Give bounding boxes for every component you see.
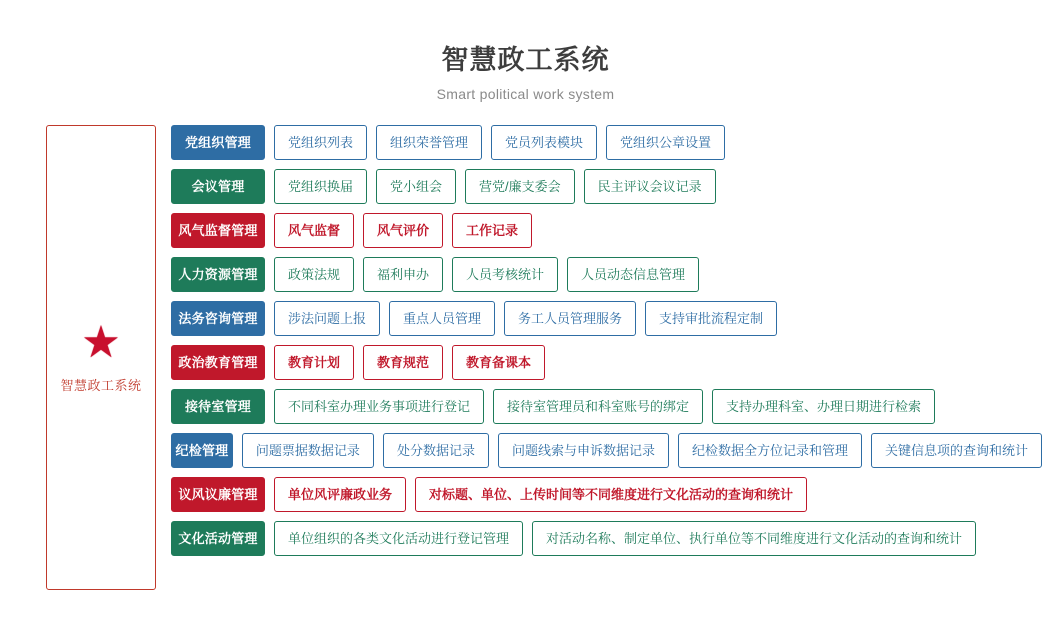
leaf-node[interactable]: 党组织公章设置 (606, 125, 725, 160)
module-row (171, 301, 1051, 336)
leaf-node[interactable]: 对活动名称、制定单位、执行单位等不同维度进行文化活动的查询和统计 (532, 521, 976, 556)
leaf-node[interactable]: 风气评价 (363, 213, 443, 248)
leaf-node[interactable]: 党小组会 (376, 169, 456, 204)
leaf-node[interactable]: 党员列表模块 (491, 125, 597, 160)
module-row (171, 345, 1051, 380)
leaf-node[interactable]: 涉法问题上报 (274, 301, 380, 336)
leaf-node[interactable]: 工作记录 (452, 213, 532, 248)
module-row (171, 125, 1051, 160)
leaf-node[interactable]: 支持办理科室、办理日期进行检索 (712, 389, 935, 424)
leaf-node[interactable]: 处分数据记录 (383, 433, 489, 468)
leaf-node[interactable]: 福利申办 (363, 257, 443, 292)
module-row (171, 477, 1051, 512)
leaf-node[interactable]: 教育计划 (274, 345, 354, 380)
category-node[interactable]: 政治教育管理 (171, 345, 265, 380)
leaf-node[interactable]: 民主评议会议记录 (584, 169, 716, 204)
leaf-node[interactable]: 关键信息项的查询和统计 (871, 433, 1042, 468)
category-node[interactable]: 风气监督管理 (171, 213, 265, 248)
category-node[interactable]: 党组织管理 (171, 125, 265, 160)
leaf-node[interactable]: 政策法规 (274, 257, 354, 292)
category-node[interactable]: 文化活动管理 (171, 521, 265, 556)
page-subtitle: Smart political work system (436, 86, 615, 102)
leaf-node[interactable]: 教育规范 (363, 345, 443, 380)
leaf-node[interactable]: 人员考核统计 (452, 257, 558, 292)
leaf-node[interactable]: 单位组织的各类文化活动进行登记管理 (274, 521, 523, 556)
architecture-diagram (0, 125, 1051, 556)
leaf-node[interactable]: 不同科室办理业务事项进行登记 (274, 389, 484, 424)
module-row (171, 213, 1051, 248)
module-row (171, 521, 1051, 556)
leaf-node[interactable]: 支持审批流程定制 (645, 301, 777, 336)
page-title: 智慧政工系统 (441, 45, 610, 75)
leaf-node[interactable]: 风气监督 (274, 213, 354, 248)
root-node-label: 智慧政工系统 (60, 378, 142, 393)
category-node[interactable]: 纪检管理 (171, 433, 233, 468)
module-row (171, 257, 1051, 292)
leaf-node[interactable]: 营党/廉支委会 (465, 169, 575, 204)
category-node[interactable]: 会议管理 (171, 169, 265, 204)
module-row (171, 433, 1051, 468)
leaf-node[interactable]: 问题票据数据记录 (242, 433, 374, 468)
leaf-node[interactable]: 党组织换届 (274, 169, 367, 204)
leaf-node[interactable]: 接待室管理员和科室账号的绑定 (493, 389, 703, 424)
module-row (171, 389, 1051, 424)
category-node[interactable]: 法务咨询管理 (171, 301, 265, 336)
leaf-node[interactable]: 重点人员管理 (389, 301, 495, 336)
category-node[interactable]: 议风议廉管理 (171, 477, 265, 512)
leaf-node[interactable]: 单位风评廉政业务 (274, 477, 406, 512)
leaf-node[interactable]: 纪检数据全方位记录和管理 (678, 433, 862, 468)
leaf-node[interactable]: 务工人员管理服务 (504, 301, 636, 336)
root-node (46, 125, 156, 590)
leaf-node[interactable]: 人员动态信息管理 (567, 257, 699, 292)
leaf-node[interactable]: 教育备课本 (452, 345, 545, 380)
category-node[interactable]: 人力资源管理 (171, 257, 265, 292)
module-row (171, 169, 1051, 204)
leaf-node[interactable]: 问题线索与申诉数据记录 (498, 433, 669, 468)
leaf-node[interactable]: 对标题、单位、上传时间等不同维度进行文化活动的查询和统计 (415, 477, 807, 512)
leaf-node[interactable]: 党组织列表 (274, 125, 367, 160)
module-rows (171, 125, 1051, 556)
category-node[interactable]: 接待室管理 (171, 389, 265, 424)
leaf-node[interactable]: 组织荣誉管理 (376, 125, 482, 160)
star-icon: ★ (81, 318, 121, 367)
